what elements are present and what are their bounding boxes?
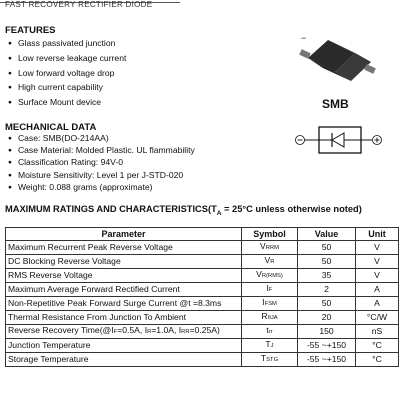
features-title: FEATURES [5,25,56,36]
value-cell: 50 [298,241,356,255]
table-row [6,353,399,367]
list-item: ● Case Material: Molded Plastic. UL flammability [8,145,195,157]
symbol-cell: IFSM [242,297,298,311]
document-title: FAST RECOVERY RECTIFIER DIODE [5,0,153,9]
table-row [6,269,399,283]
symbol-cell: TSTG [242,353,298,367]
param-cell: RMS Reverse Voltage [6,269,242,283]
list-item: ● Moisture Sensitivity: Level 1 per J-STD-020 [8,170,195,182]
table-row [6,311,399,325]
symbol-cell: VR(RMS) [242,269,298,283]
list-item: ● Classification Rating: 94V-0 [8,157,195,169]
param-cell: Storage Temperature [6,353,242,367]
column-header: Unit [356,228,399,241]
features-list [8,37,126,111]
symbol-cell: trr [242,325,298,339]
package-label: SMB [322,97,349,111]
column-header: Parameter [6,228,242,241]
list-item: ● Glass passivated junction [8,37,126,52]
table-header-row [6,228,399,241]
unit-cell: °C/W [356,311,399,325]
mechanical-list [8,133,195,194]
list-item: ● Low forward voltage drop [8,67,126,82]
ratings-table [5,227,399,367]
unit-cell: A [356,297,399,311]
unit-cell: A [356,283,399,297]
value-cell: 50 [298,255,356,269]
list-item: ● High current capability [8,81,126,96]
symbol-cell: VRRM [242,241,298,255]
param-cell: Maximum Average Forward Rectified Current [6,283,242,297]
symbol-cell: RθJA [242,311,298,325]
list-item: ● Low reverse leakage current [8,52,126,67]
ratings-title: MAXIMUM RATINGS AND $CHARACTERISTICS(T_A = 25^\circ C$ unless otherwise noted) [5,204,362,217]
table-row [6,325,399,339]
symbol-cell: IF [242,283,298,297]
diode-symbol-icon [294,123,386,157]
param-cell: Reverse Recovery Time(@IF=0.5A, IR=1.0A, IRR=0.25A) [6,325,242,339]
value-cell: 50 [298,297,356,311]
mechanical-title: MECHANICAL DATA [5,122,97,133]
symbol-cell: VR [242,255,298,269]
column-header: Symbol [242,228,298,241]
package-minus-sign: − [301,33,307,43]
list-item: ● Surface Mount device [8,96,126,111]
smb-package-image [295,28,385,90]
value-cell: 2 [298,283,356,297]
unit-cell: °C [356,339,399,353]
value-cell: -55 ~+150 [298,339,356,353]
unit-cell: V [356,269,399,283]
table-row [6,297,399,311]
param-cell: Non-Repetitive Peak Forward Surge Current @t =8.3ms [6,297,242,311]
unit-cell: V [356,241,399,255]
column-header: Value [298,228,356,241]
table-row [6,241,399,255]
table-row [6,339,399,353]
table-row [6,255,399,269]
list-item: ● Case: SMB(DO-214AA) [8,133,195,145]
param-cell: DC Blocking Reverse Voltage [6,255,242,269]
param-cell: Junction Temperature [6,339,242,353]
value-cell: 35 [298,269,356,283]
value-cell: -55 ~+150 [298,353,356,367]
unit-cell: °C [356,353,399,367]
symbol-cell: TJ [242,339,298,353]
unit-cell: nS [356,325,399,339]
param-cell: Maximum Recurrent Peak Reverse Voltage [6,241,242,255]
list-item: ● Weight: 0.088 grams (approximate) [8,182,195,194]
unit-cell: V [356,255,399,269]
table-row [6,283,399,297]
value-cell: 150 [298,325,356,339]
param-cell: Thermal Resistance From Junction To Ambient [6,311,242,325]
value-cell: 20 [298,311,356,325]
